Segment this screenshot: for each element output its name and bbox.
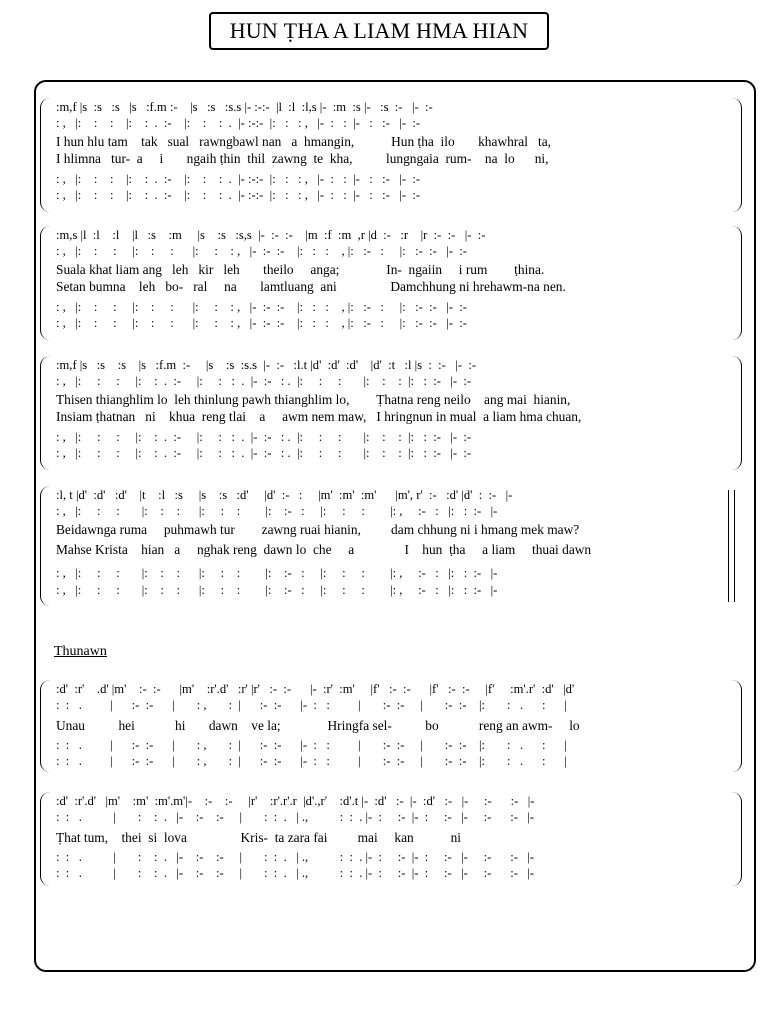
lyric-line: Ṭhat tum, thei si lova Kris- ta zara fai mai kan ni <box>56 830 461 845</box>
notation-line: : , |: : : |: : . :- |: : : . |- :-:- |: : : , |- : : |- : :- |- :- <box>56 188 421 202</box>
lyric-line: Insiam ṭhatnan ni khua reng tlai a awm nem maw, I hringnun in mual a liam hma chuan, <box>56 409 582 424</box>
notation-line: : , |: : : |: : . :- |: : : . |- :- : . |: : : |: : : |: : :- |- :- <box>56 446 472 460</box>
left-brace <box>40 226 55 340</box>
right-brace <box>727 680 742 772</box>
notation-line: : , |: : : |: : : |: : : |: :- : |: : : |: , :- : |: : :- |- <box>56 566 498 580</box>
left-brace <box>40 486 55 606</box>
left-brace <box>40 680 55 772</box>
lyric-line: Beidawnga ruma puhmawh tur zawng ruai hianin, dam chhung ni i hmang mek maw? <box>56 522 580 537</box>
lyric-line: Setan bumna leh bo- ral na lamtluang ani Damchhung ni hrehawm-na nen. <box>56 279 566 294</box>
music-system-6 <box>48 792 734 886</box>
lyric-line: Suala khat liam ang leh kir leh theilo anga; In- ngaiin i rum ṭhina. <box>56 262 545 277</box>
left-brace <box>40 792 55 886</box>
notation-line: : , |: : : |: : . :- |: : : . |- :- : . |: : : |: : : |: : :- |- :- <box>56 430 472 444</box>
music-system-2 <box>48 226 734 340</box>
lyric-line: I hun hlu tam tak sual rawngbawl nan a hmangin, Hun ṭha ilo khawhral ta, <box>56 134 551 149</box>
notation-line: : , |: : : |: : : |: : : , |- :- :- |: : : , |: :- : |: :- :- |- :- <box>56 316 467 330</box>
lyric-line: Unau hei hi dawn ve la; Hringfa sel- bo reng an awm- lo <box>56 718 580 733</box>
notation-line: :d' :r'.d' |m' :m' :m'.m'|- :- :- |r' :r'.r'.r |d'.,r' :d'.t |- :d' :- |- :d' :- |- :- :- |- <box>56 794 535 808</box>
notation-line: :d' :r' .d' |m' :- :- |m' :r'.d' :r' |r' :- :- |- :r' :m' |f' :- :- |f' :- :- |f' :m'.r' :d' |d' <box>56 682 575 696</box>
notation-line: : , |: : : |: : : |: : : , |- :- :- |: : : , |: :- : |: :- :- |- :- <box>56 300 467 314</box>
notation-line: :m,f |s :s :s |s :f.m :- |s :s :s.s |- :- :l.t |d' :d' :d' |d' :t :l |s : :- |- :- <box>56 358 477 372</box>
right-brace <box>727 792 742 886</box>
right-brace <box>727 98 742 212</box>
notation-line: : : . | : : . |- :- :- | : : . | ., : : . |- : :- |- : :- |- :- :- |- <box>56 850 535 864</box>
notation-line: :m,s |l :l :l |l :s :m |s :s :s,s |- :- :- |m :f :m ,r |d :- :r |r :- :- |- :- <box>56 228 486 242</box>
notation-line: : , |: : : |: : : |: : : , |- :- :- |: : : , |: :- : |: :- :- |- :- <box>56 244 467 258</box>
notation-line: : , |: : : |: : . :- |: : : . |- :-:- |: : : , |- : : |- : :- |- :- <box>56 116 421 130</box>
right-brace <box>727 356 742 470</box>
notation-line: : : . | :- :- | : , : | :- :- |- : : | :- :- | :- :- |: : . : | <box>56 738 567 752</box>
lyric-line: Thisen thianghlim lo leh thinlung pawh thianghlim lo, Ṭhatna reng neilo ang mai hianin, <box>56 392 571 407</box>
notation-line: :m,f |s :s :s |s :f.m :- |s :s :s.s |- :-:- |l :l :l,s |- :m :s |- :s :- |- :- <box>56 100 433 114</box>
music-system-1 <box>48 98 734 212</box>
final-barline <box>728 490 735 602</box>
lyric-line: I hlimna tur- a i ngaih ṭhin thil zawng te kha, lungngaia rum- na lo ni, <box>56 151 549 166</box>
notation-line: :l, t |d' :d' :d' |t :l :s |s :s :d' |d' :- : |m' :m' :m' |m', r' :- :d' |d' : :- |- <box>56 488 513 502</box>
notation-line: : , |: : : |: : . :- |: : : . |- :-:- |: : : , |- : : |- : :- |- :- <box>56 172 421 186</box>
chorus-heading: Thunawn <box>54 644 107 659</box>
notation-line: : , |: : : |: : . :- |: : : . |- :- : . |: : : |: : : |: : :- |- :- <box>56 374 472 388</box>
notation-line: : , |: : : |: : : |: : : |: :- : |: : : |: , :- : |: : :- |- <box>56 504 498 518</box>
right-brace <box>727 226 742 340</box>
lyric-line: Mahse Krista hian a nghak reng dawn lo che a I hun ṭha a liam thuai dawn <box>56 542 592 557</box>
notation-line: : : . | :- :- | : , : | :- :- |- : : | :- :- | :- :- |: : . : | <box>56 698 567 712</box>
song-title: HUN ṬHA A LIAM HMA HIAN <box>209 12 549 50</box>
notation-line: : : . | :- :- | : , : | :- :- |- : : | :- :- | :- :- |: : . : | <box>56 754 567 768</box>
music-system-5 <box>48 680 734 772</box>
notation-line: : : . | : : . |- :- :- | : : . | ., : : . |- : :- |- : :- |- :- :- |- <box>56 810 535 824</box>
left-brace <box>40 98 55 212</box>
music-system-4 <box>48 486 734 606</box>
music-system-3 <box>48 356 734 470</box>
notation-line: : , |: : : |: : : |: : : |: :- : |: : : |: , :- : |: : :- |- <box>56 583 498 597</box>
notation-line: : : . | : : . |- :- :- | : : . | ., : : . |- : :- |- : :- |- :- :- |- <box>56 866 535 880</box>
left-brace <box>40 356 55 470</box>
